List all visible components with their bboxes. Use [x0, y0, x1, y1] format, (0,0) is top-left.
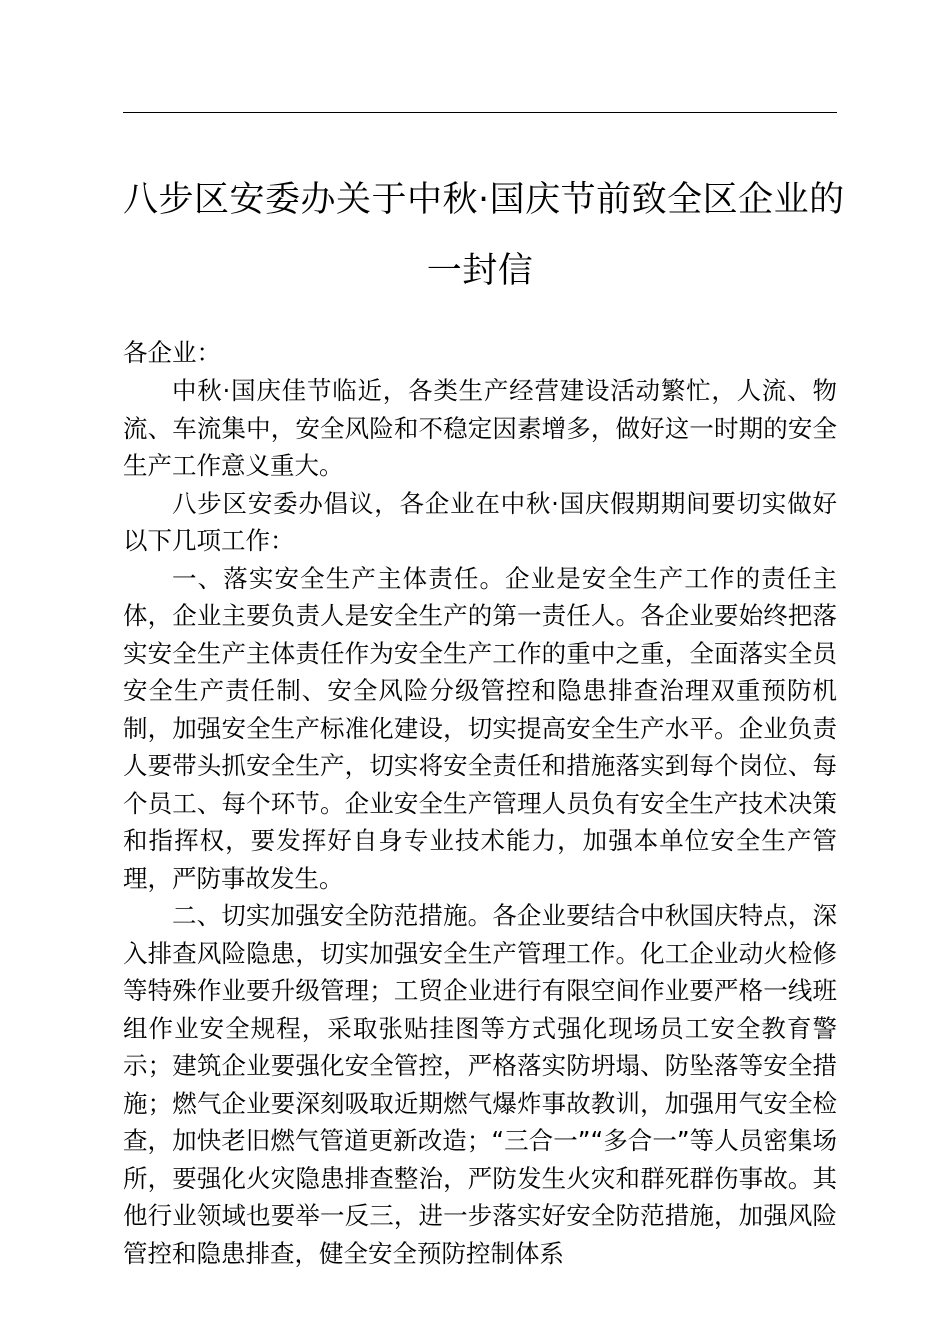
salutation: 各企业：	[123, 338, 221, 367]
document-title-line-1: 八步区安委办关于中秋·国庆节前致全区企业的	[123, 180, 845, 220]
document-title-line-2: 一封信	[426, 251, 534, 291]
paragraph-proposal: 八步区安委办倡议，各企业在中秋·国庆假期期间要切实做好以下几项工作：	[123, 488, 837, 555]
letter-body	[123, 334, 837, 1272]
header-rule	[123, 112, 837, 113]
paragraph-intro: 中秋·国庆佳节临近，各类生产经营建设活动繁忙，人流、物流、车流集中，安全风险和不稳定因素增多，做好这一时期的安全生产工作意义重大。	[123, 376, 837, 480]
paragraph-item-1: 一、落实安全生产主体责任。企业是安全生产工作的责任主体，企业主要负责人是安全生产的第一责任人。各企业要始终把落实安全生产主体责任作为安全生产工作的重中之重，全面落实全员安全生产责任制、安全风险分级管控和隐患排查治理双重预防机制，加强安全生产标准化建设，切实提高安全生产水平。企业负责人要带头抓安全生产，切实将安全责任和措施落实到每个岗位、每个员工、每个环节。企业安全生产管理人员负有安全生产技术决策和指挥权，要发挥好自身专业技术能力，加强本单位安全生产管理，严防事故发生。	[123, 563, 837, 893]
paragraph-item-2: 二、切实加强安全防范措施。各企业要结合中秋国庆特点，深入排查风险隐患，切实加强安全生产管理工作。化工企业动火检修等特殊作业要升级管理；工贸企业进行有限空间作业要严格一线班组作业安全规程，采取张贴挂图等方式强化现场员工安全教育警示；建筑企业要强化安全管控，严格落实防坍塌、防坠落等安全措施；燃气企业要深刻吸取近期燃气爆炸事故教训，加强用气安全检查，加快老旧燃气管道更新改造；“三合一”“多合一”等人员密集场所，要强化火灾隐患排查整治，严防发生火灾和群死群伤事故。其他行业领域也要举一反三，进一步落实好安全防范措施，加强风险管控和隐患排查，健全安全预防控制体系	[123, 901, 837, 1268]
